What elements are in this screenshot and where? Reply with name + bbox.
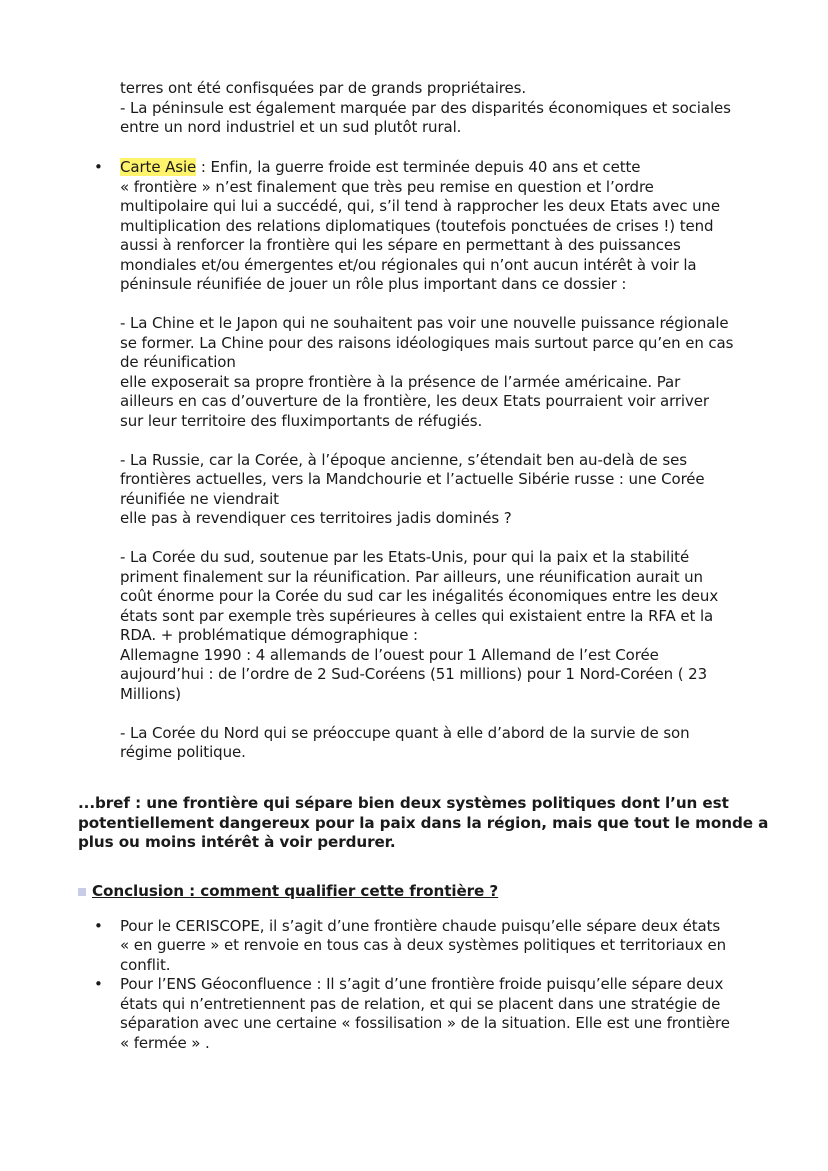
text-line: priment finalement sur la réunification. Par ailleurs, une réunification aurait un [120,568,703,586]
text-line: terres ont été confisquées par de grands propriétaires. [120,79,527,97]
text-line: - La Corée du Nord qui se préoccupe quant à elle d’abord de la survie de son [120,724,690,742]
text-line: séparation avec une certaine « fossilisation » de la situation. Elle est une frontière [120,1014,730,1032]
text-line: Pour l’ENS Géoconfluence : Il s’agit d’une frontière froide puisqu’elle sépare deux [120,975,724,993]
text-line: mondiales et/ou émergentes et/ou régionales qui n’ont aucun intérêt à voir la [120,256,697,274]
text-line: « en guerre » et renvoie en tous cas à deux systèmes politiques et territoriaux en [120,936,727,954]
text-line: multiplication des relations diplomatiques (toutefois ponctuées de crises !) tend [120,217,714,235]
summary-line: potentiellement dangereux pour la paix dans la région, mais que tout le monde a [78,814,769,832]
text-line: Millions) [120,685,182,703]
text-line: « frontière » n’est finalement que très peu remise en question et l’ordre [120,178,654,196]
text-line: - La Corée du sud, soutenue par les Etats-Unis, pour qui la paix et la stabilité [120,548,690,566]
text-line: multipolaire qui lui a succédé, qui, s’il tend à rapprocher les deux Etats avec une [120,197,721,215]
text-line: frontières actuelles, vers la Mandchourie et l’actuelle Sibérie russe : une Corée [120,470,705,488]
text-line: états qui n’entretiennent pas de relation, et qui se placent dans une stratégie de [120,995,721,1013]
text-line: aussi à renforcer la frontière qui les sépare en permettant à des puissances [120,236,681,254]
text-line: « fermée » . [120,1034,210,1052]
text-line: Pour le CERISCOPE, il s’agit d’une frontière chaude puisqu’elle sépare deux états [120,917,721,935]
text-line: coût énorme pour la Corée du sud car les inégalités économiques entre les deux [120,587,719,605]
text-line: conflit. [120,956,171,974]
text-line: RDA. + problématique démographique : [120,626,419,644]
text-line: - La péninsule est également marquée par des disparités économiques et sociales [120,99,731,117]
carte-asie-highlight: Carte Asie [120,158,197,176]
bullet-marker: • [94,975,103,993]
text-line: réunifiée ne viendrait [120,490,279,508]
asia-paragraph-line [120,158,640,178]
bullet-marker: • [94,158,103,176]
text-line: de réunification [120,353,236,371]
text-line: entre un nord industriel et un sud plutôt rural. [120,118,462,136]
text-line: Allemagne 1990 : 4 allemands de l’ouest pour 1 Allemand de l’est Corée [120,646,659,664]
text-line: - La Chine et le Japon qui ne souhaitent pas voir une nouvelle puissance régionale [120,314,729,332]
text-line: ailleurs en cas d’ouverture de la frontière, les deux Etats pourraient voir arriver [120,392,709,410]
bullet-marker: • [94,917,103,935]
text-line: elle exposerait sa propre frontière à la présence de l’armée américaine. Par [120,373,681,391]
text-line: se former. La Chine pour des raisons idéologiques mais surtout parce qu’en en cas [120,334,734,352]
heading-square-icon [78,888,86,896]
text-line: états sont par exemple très supérieures à celles qui existaient entre la RFA et la [120,607,714,625]
summary-line: plus ou moins intérêt à voir perdurer. [78,833,396,851]
asia-line-rest: : Enfin, la guerre froide est terminée depuis 40 ans et cette [196,158,641,176]
text-line: - La Russie, car la Corée, à l’époque ancienne, s’étendait ben au-delà de ses [120,451,687,469]
conclusion-heading: Conclusion : comment qualifier cette frontière ? [92,882,499,900]
text-line: aujourd’hui : de l’ordre de 2 Sud-Coréens (51 millions) pour 1 Nord-Coréen ( 23 [120,665,708,683]
summary-line: ...bref : une frontière qui sépare bien deux systèmes politiques dont l’un est [78,794,729,812]
text-line: sur leur territoire des fluximportants de réfugiés. [120,412,483,430]
text-line: péninsule réunifiée de jouer un rôle plus important dans ce dossier : [120,275,627,293]
text-line: régime politique. [120,743,246,761]
text-line: elle pas à revendiquer ces territoires jadis dominés ? [120,509,512,527]
